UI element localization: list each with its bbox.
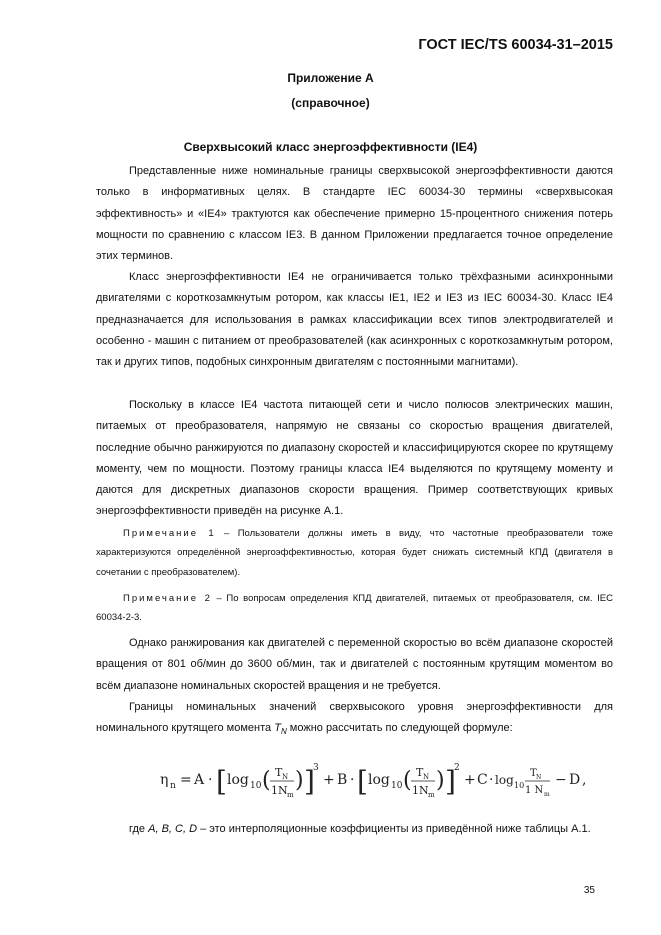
exp-2: 2 <box>454 763 460 773</box>
note-2-text: – По вопросам определения КПД двигателей, питаемых от преобразователя, см. IEC 60034-2-3. <box>96 592 614 623</box>
formula-lhs: η <box>160 772 169 788</box>
frac-3-num: T <box>530 768 537 779</box>
log-1: log <box>227 772 249 788</box>
svg-text:+: + <box>464 772 476 788</box>
svg-text:): ) <box>436 768 445 793</box>
frac-2-den-sub: m <box>428 791 435 799</box>
log-2-base: 10 <box>391 781 403 791</box>
torque-sub: N <box>280 727 287 737</box>
note-1-label: Примечание 1 <box>123 527 216 539</box>
log-1-base: 10 <box>250 781 262 791</box>
frac-3-den: 1 N <box>525 785 544 796</box>
page-number: 35 <box>583 885 595 896</box>
paragraph-6-text-a: где <box>129 823 149 835</box>
frac-2-num-sub: N <box>423 773 430 781</box>
paragraph-3: Поскольку в классе IE4 частота питающей сети и число полюсов электрических машин, питаемых от преобразователя, напрямую не связаны со скоростью вращения двигателей, последние обычно ранжируются по диапазону скоростей и классифицируются скорее по крутящему моменту, чем по мощности. Поэтому границы класса IE4 выделяются по крутящему моменту и даются для дискретных диапазонов скорости вращения. Пример соответствующих кривых энергоэффективности приведён на рисунке А.1. <box>96 399 613 518</box>
svg-text:+: + <box>323 772 335 788</box>
efficiency-formula <box>158 760 558 810</box>
frac-1-num-sub: N <box>282 773 289 781</box>
paragraph-5-text-b: можно рассчитать по следующей формуле: <box>286 722 513 735</box>
svg-text:]: ] <box>304 765 315 798</box>
frac-2-num: T <box>416 766 424 779</box>
note-1-text: – Пользователи должны иметь в виду, что частотные преобразователи тоже характеризуются определённой энергоэффективностью, которая будет снижать системный КПД (двигателя в сочетании с преобразователем). <box>96 527 613 578</box>
svg-text:]: ] <box>445 765 456 798</box>
svg-text:,: , <box>582 772 587 788</box>
svg-text:[: [ <box>216 765 227 798</box>
note-2-label: Примечание 2 <box>123 592 212 604</box>
appendix-title: Приложение А <box>287 71 374 85</box>
svg-text:=: = <box>180 772 192 788</box>
svg-text:(: ( <box>403 768 412 793</box>
note-2 <box>96 589 613 628</box>
frac-1-den-sub: m <box>287 791 294 799</box>
frac-1-den: 1N <box>271 784 288 797</box>
coefficient-vars: A, B, C, D <box>148 823 198 835</box>
log-3: log <box>495 773 514 787</box>
coef-c: C <box>477 772 488 788</box>
coef-a: A <box>194 772 205 788</box>
svg-text:[: [ <box>357 765 368 798</box>
exp-3: 3 <box>313 763 319 773</box>
paragraph-2: Класс энергоэффективности IE4 не ограничивается только трёхфазными асинхронными двигателями с короткозамкнутым ротором, как классы IE1, IE2 и IE3 из IEC 60034-30. Класс IE4 предназначается для использования в рамках классификации всех типов электродвигателей и особенно - машин с питанием от преобразователей (как асинхронных с короткозамкнутым ротором, так и других типов, подобных синхронным двигателям с постоянными магнитами). <box>96 271 613 369</box>
standard-header: ГОСТ IEC/TS 60034-31–2015 <box>418 37 613 53</box>
svg-text:·: · <box>489 772 494 788</box>
note-1 <box>96 524 613 583</box>
frac-1-num: T <box>275 766 283 779</box>
formula-lhs-sub: n <box>170 781 176 791</box>
log-2: log <box>368 772 390 788</box>
torque-symbol <box>274 722 287 737</box>
log-3-base: 10 <box>514 781 525 790</box>
paragraph-5 <box>96 697 613 743</box>
paragraph-6 <box>96 819 613 840</box>
paragraph-6-text-b: – это интерполяционные коэффициенты из приведённой ниже таблицы А.1. <box>197 823 591 835</box>
torque-letter: T <box>274 722 281 735</box>
appendix-subtitle: (справочное) <box>291 96 370 110</box>
svg-text:): ) <box>295 768 304 793</box>
svg-text:−: − <box>555 772 567 788</box>
frac-3-num-sub: N <box>536 774 542 781</box>
svg-text:·: · <box>208 772 213 788</box>
paragraph-4: Однако ранжирования как двигателей с переменной скоростью во всём диапазоне скоростей вращения от 801 об/мин до 3600 об/мин, так и двигателей с постоянным крутящим моментом во всём диапазоне номинальных скоростей вращения и не требуется. <box>96 637 613 692</box>
svg-text:(: ( <box>262 768 271 793</box>
coef-b: B <box>337 772 348 788</box>
frac-3-den-sub: m <box>544 791 550 798</box>
paragraph-5-text-a: Границы номинальных значений сверхвысокого уровня энергоэффективности для номинального крутящего момента <box>96 701 613 735</box>
section-title: Сверхвысокий класс энергоэффективности (IE4) <box>183 140 478 154</box>
coef-d: D <box>569 772 581 788</box>
svg-text:·: · <box>350 772 355 788</box>
paragraph-1: Представленные ниже номинальные границы сверхвысокой энергоэффективности даются только в информативных целях. В стандарте IEC 60034-30 термины «сверхвысокая эффективность» и «IE4» трактуются как обеспечение примерно 15-процентного снижения потерь мощности по сравнению с классом IE3. В данном Приложении предлагается точное определение этих терминов. <box>96 165 613 263</box>
frac-2-den: 1N <box>412 784 429 797</box>
formula-tail <box>553 760 603 810</box>
